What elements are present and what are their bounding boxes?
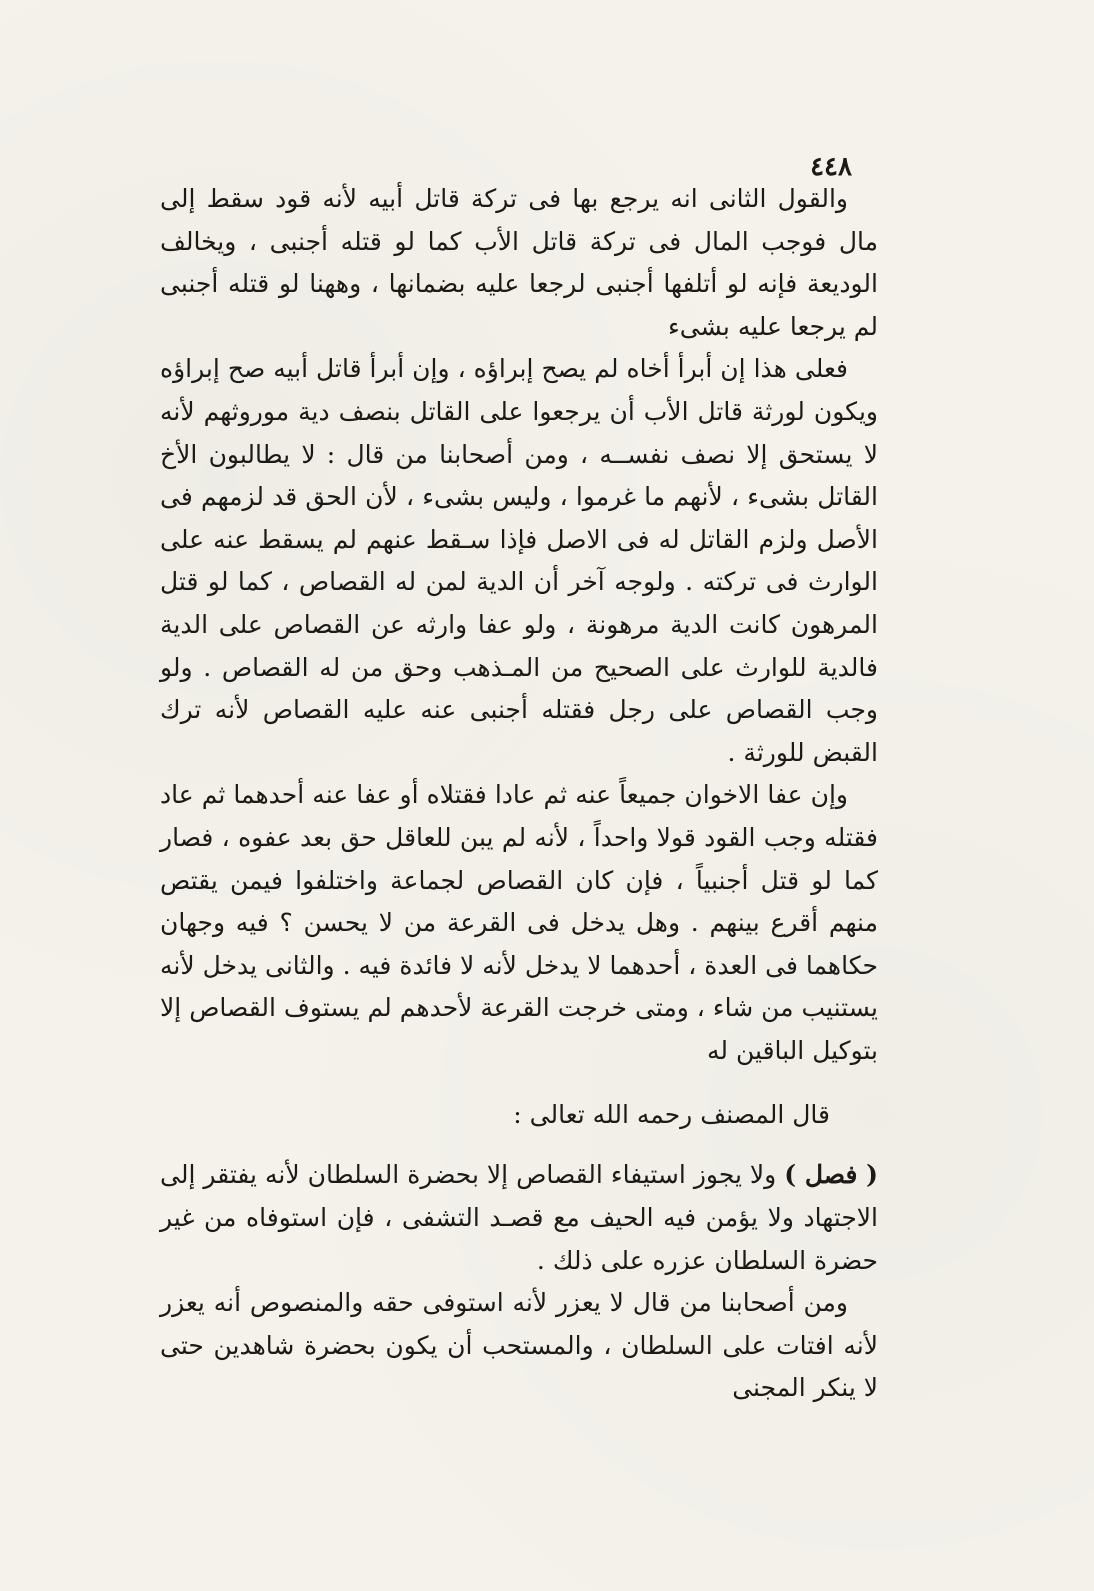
paragraph-release: فعلى هذا إن أبرأ أخاه لم يصح إبراؤه ، وإن أبرأ قاتل أبيه صح إبراؤه ويكون لورثة قاتل الأب أن يرجعوا على القاتل بنصف دية موروثهم لأنه لا يستحق إلا نصف نفســه ، ومن أصحابنا من قال : لا يطالبون الأخ القاتل بشىء ، لأنهم ما غرموا ، وليس بشىء ، لأن الحق قد لزمهم فى الأصل ولزم القاتل له فى الاصل فإذا سـقط عنهم لم يسقط عنه على الوارث فى تركته . ولوجه آخر أن الدية لمن له القصاص ، كما لو قتل المرهون كانت الدية مرهونة ، ولو عفا وارثه عن القصاص على الدية فالدية للوارث على الصحيح من المـذهب وحق من له القصاص . ولو وجب القصاص على رجل فقتله أجنبى عنه عليه القصاص لأنه ترك القبض للورثة . [160, 354, 878, 767]
body-text [160, 178, 878, 1410]
page-number: ٤٤٨ [810, 152, 852, 182]
paragraph-fasl [160, 1154, 878, 1282]
paragraph-second-opinion: والقول الثانى انه يرجع بها فى تركة قاتل أبيه لأنه قود سقط إلى مال فوجب المال فى تركة قاتل الأب كما لو قتله أجنبى ، ويخالف الوديعة فإنه لو أتلفها أجنبى لرجعا عليه بضمانها ، وههنا لو قتله أجنبى لم يرجعا عليه بشىء [160, 184, 878, 341]
fasl-text: ولا يجوز استيفاء القصاص إلا بحضرة السلطان لأنه يفتقر إلى الاجتهاد ولا يؤمن فيه الحيف مع قصـد التشفى ، فإن استوفاه من غير حضرة السلطان عزره على ذلك . [160, 1160, 878, 1275]
section-heading: قال المصنف رحمه الله تعالى : [513, 1100, 830, 1130]
paragraph-tazir: ومن أصحابنا من قال لا يعزر لأنه استوفى حقه والمنصوص أنه يعزر لأنه افتات على السلطان ، والمستحب أن يكون بحضرة شاهدين حتى لا ينكر المجنى [160, 1288, 878, 1403]
fasl-marker: ( فصل ) [784, 1160, 878, 1190]
paragraph-brothers-pardon: وإن عفا الاخوان جميعاً عنه ثم عادا فقتلاه أو عفا عنه أحدهما ثم عاد فقتله وجب القود قولا واحداً ، لأنه لم يبن للعاقل حق بعد عفوه ، فصار كما لو قتل أجنبياً ، فإن كان القصاص لجماعة واختلفوا فيمن يقتص منهم أقرع بينهم . وهل يدخل فى القرعة من لا يحسن ؟ فيه وجهان حكاهما فى العدة ، أحدهما لا يدخل لأنه لا فائدة فيه . والثانى يدخل لأنه يستنيب من شاء ، ومتى خرجت القرعة لأحدهم لم يستوف القصاص إلا بتوكيل الباقين له [160, 780, 878, 1065]
